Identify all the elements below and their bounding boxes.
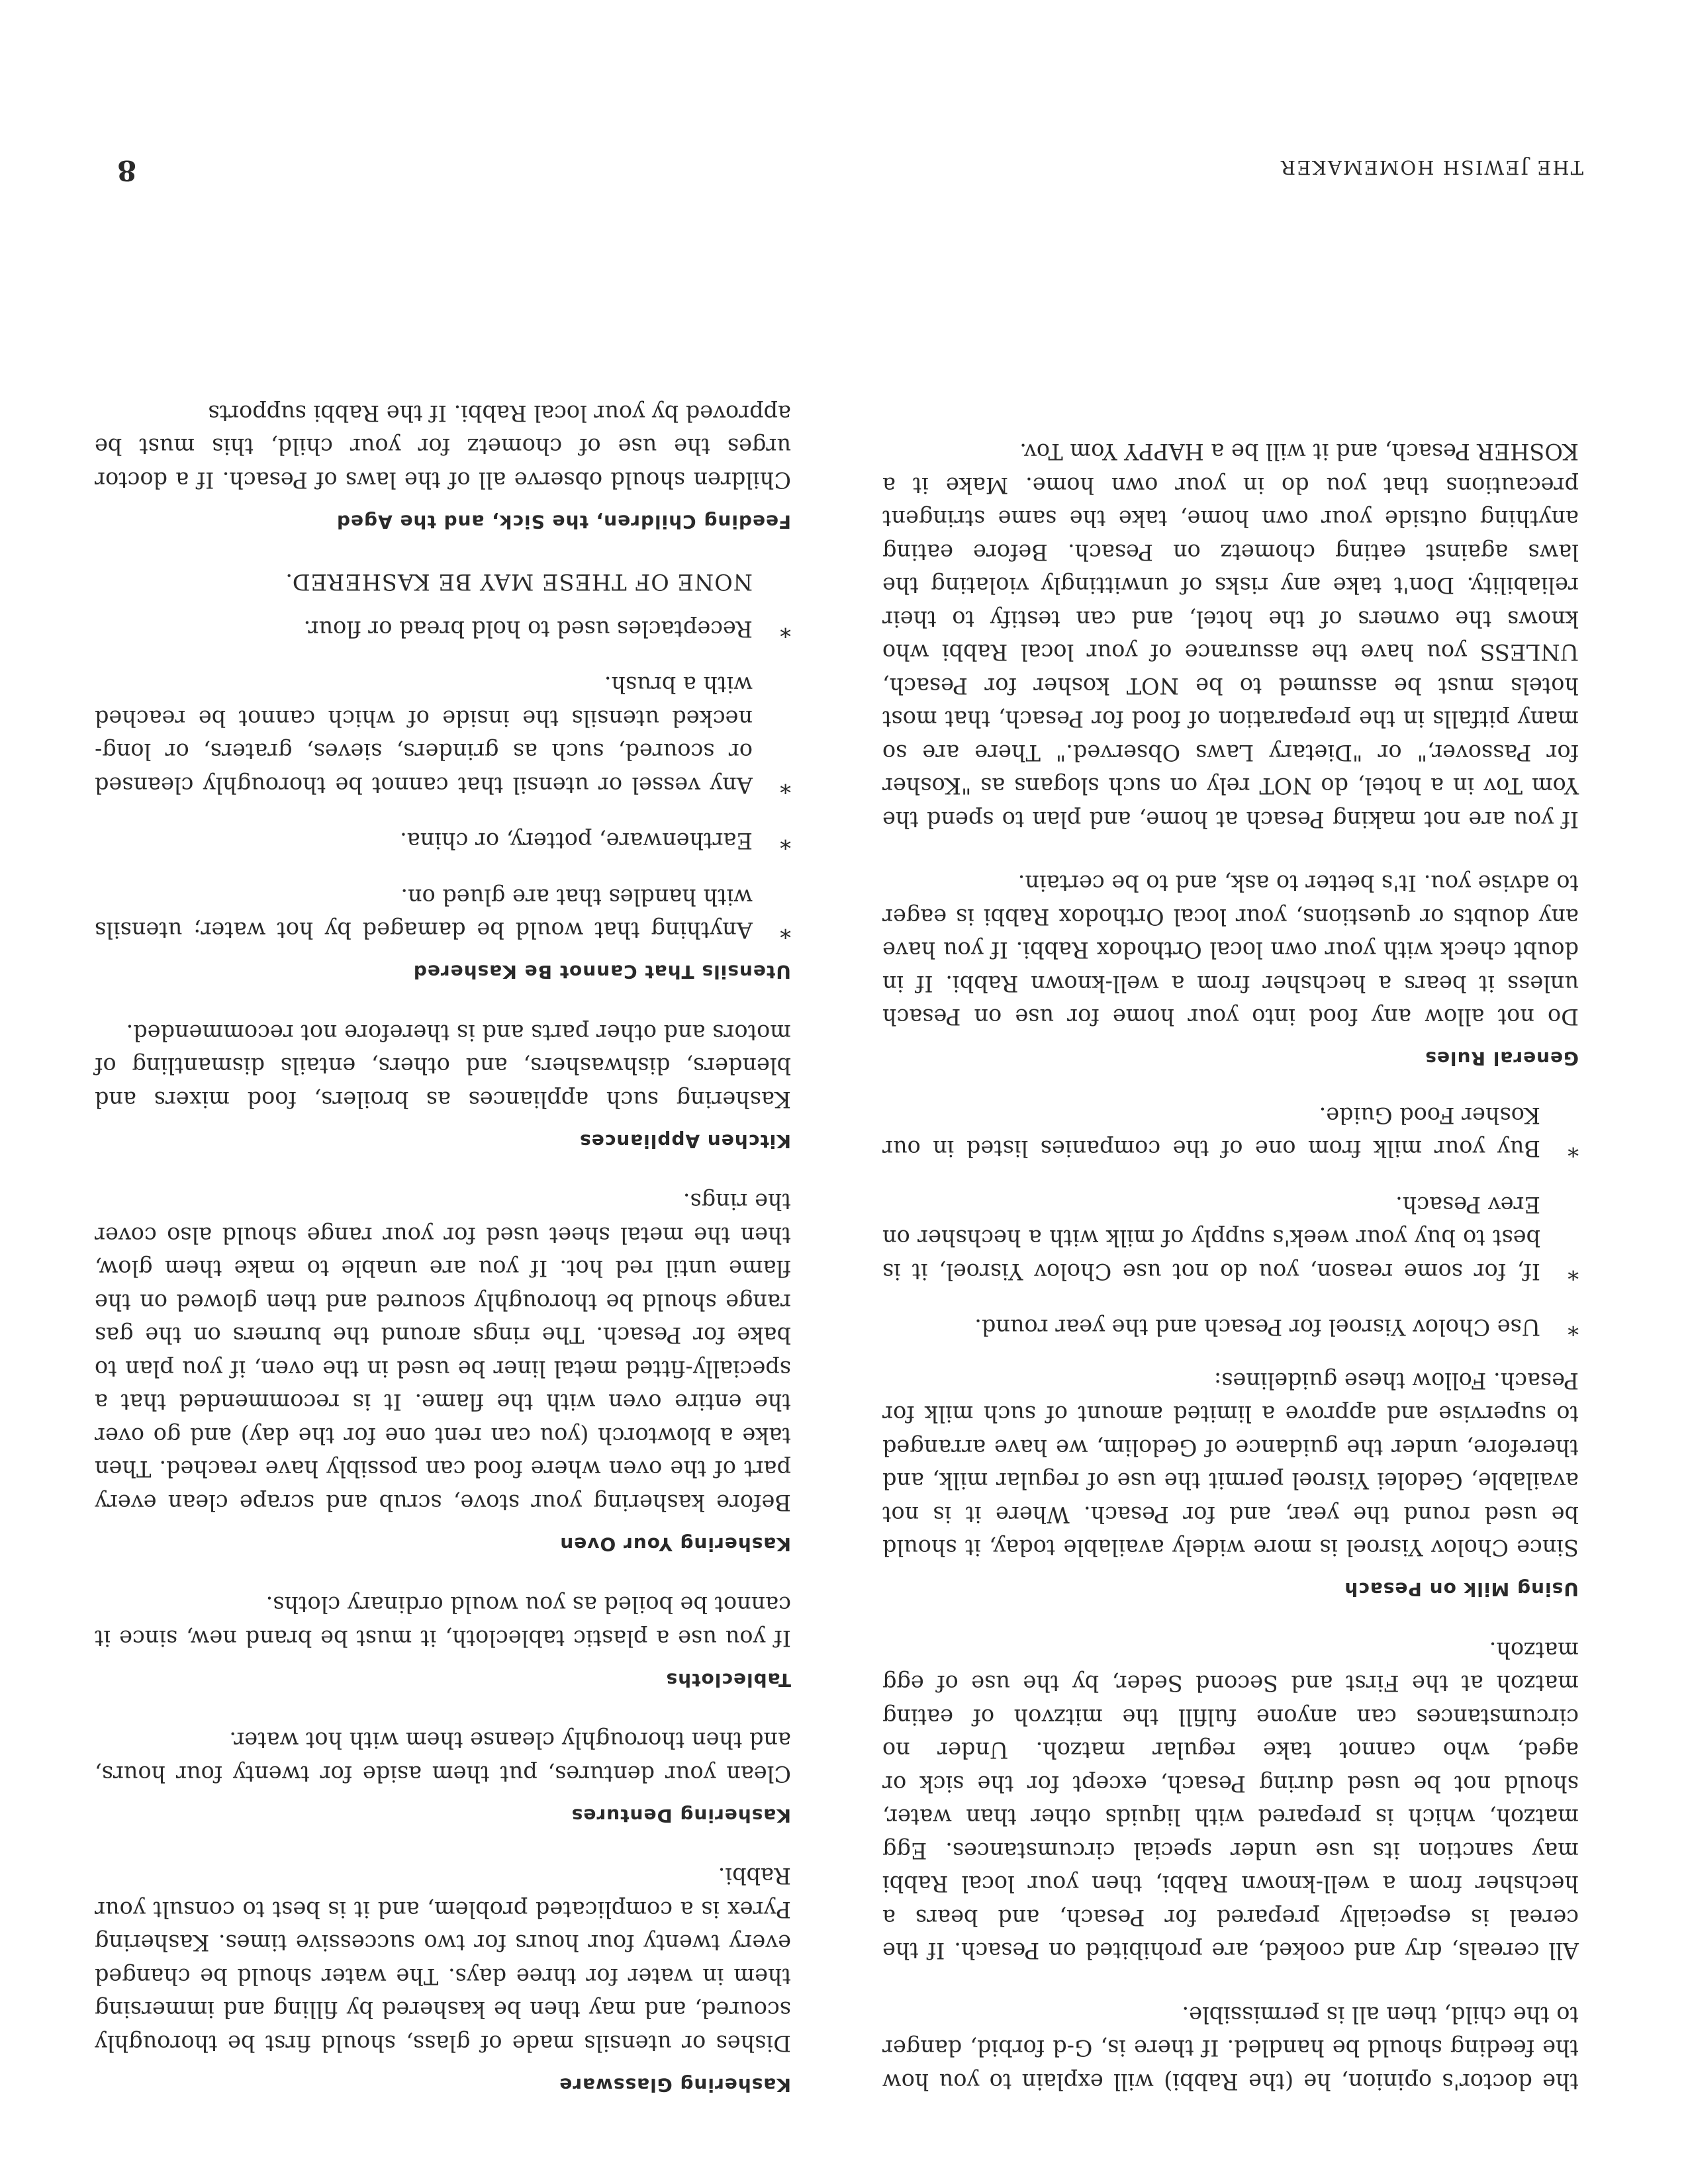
paragraph: Clean your dentures, put them aside for twenty four hours, and then thoroughly cleanse them with hot water. (95, 1727, 791, 1787)
paragraph: the doctor's opinion, he (the Rabbi) will explain to you how the feeding should be handled. If there is, G-d forbid, danger to the child, then all is permissible. (882, 2002, 1579, 2095)
paragraph: Before kashering your stove, scrub and scrape clean every part of the oven where food can possibly have reached. Then take a blowtorch (you can rent one for the day) and go over the entire oven with the flame. It is recommended that a specially-fitted metal liner be used in the oven, if you plan to bake for Pesach. The rings around the burners on the gas range should be thoroughly scoured and then glowed on the flame until red hot. If you are unable to make them glow, then the metal sheet used for your range should also cover the rings. (95, 1189, 791, 1516)
list-item: * Use Cholov Yisroel for Pesach and the year round. (882, 1310, 1579, 1344)
paragraph: Since Cholov Yisroel is more widely available today, it should be used round the year, and for Pesach. Where it is not available, Gedolei Yisroel permit the use of regular milk, and therefore, under the guidance of Gedolim, we have arranged to supervise and approve a limited amount of such milk for Pesach. Follow these guidelines: (882, 1368, 1579, 1561)
section-heading-general: General Rules (1425, 1048, 1579, 1070)
section-heading-tablecloths: Tablecloths (665, 1669, 791, 1691)
section-heading-dentures: Kashering Dentures (571, 1805, 791, 1827)
cannot-kasher-bullet-list (95, 612, 791, 947)
section-heading-glassware: Kashering Glassware (559, 2074, 791, 2096)
asterisk-bullet: * (780, 616, 791, 642)
list-item: * Any vessel or utensil that cannot be thoroughly cleansed or scoured, such as grinders, sieves, graters, or long-necked utensils the inside of which cannot be reached with a brush. (95, 668, 791, 801)
right-column (95, 366, 791, 2099)
paragraph: All cereals, dry and cooked, are prohibited on Pesach. If the cereal is especially prepared for Pesach, and bears a hechsher from a well-known Rabbi, then your local Rabbi may sanction its use under special circumstances. Egg matzoh, which is prepared with liquids other than water, should not be used during Pesach, except for the sick or aged, who cannot take regular matzoh. Under no circumstances can anyone fulfill the mitzvoh of eating matzoh at the First and Second Seder, by the use of egg matzoh. (882, 1637, 1579, 1964)
list-item: * If, for some reason, you do not use Cholov Yisroel, it is best to buy your week's supply of milk with a hechsher on Erev Pesach. (882, 1188, 1579, 1289)
section-heading-oven: Kashering Your Oven (559, 1533, 791, 1555)
paragraph: If you use a plastic tablecloth, it must be brand new, since it cannot be boiled as you would ordinary cloths. (95, 1592, 791, 1651)
paragraph: Kashering such appliances as broilers, food mixers and blenders, dishwashers, and others, entails dismantling of motors and other parts and is therefore not recommended. (95, 1020, 791, 1113)
asterisk-bullet: * (1568, 1136, 1579, 1162)
left-column (882, 404, 1579, 2098)
paragraph: Children should observe all of the laws of Pesach. If a doctor urges the use of chometz for your child, this must be approved by your local Rabbi. If the Rabbi supports (95, 400, 791, 493)
running-head-title: THE JEWISH HOMEMAKER (1280, 156, 1583, 179)
asterisk-bullet: * (780, 772, 791, 798)
asterisk-bullet: * (1568, 1259, 1579, 1285)
list-item: * Anything that would be damaged by hot water; utensils with handles that are glued on. (95, 880, 791, 947)
section-heading-appliances: Kitchen Appliances (579, 1130, 791, 1152)
list-item: * Earthenware, pottery, or china. (95, 824, 791, 858)
list-item: * Buy your milk from one of the companies listed in our Kosher Food Guide. (882, 1099, 1579, 1165)
asterisk-bullet: * (1568, 1314, 1579, 1341)
asterisk-bullet: * (780, 917, 791, 944)
paragraph: Do not allow any food into your home for use on Pesach unless it bears a hechsher from a well-known Rabbi. If in doubt check with your own local Orthodox Rabbi. If you have any doubts or questions, your local Orthodox Rabbi is eager to advise you. It's better to ask, and to be certain. (882, 870, 1579, 1030)
asterisk-bullet: * (780, 828, 791, 854)
page-number: 8 (116, 154, 137, 187)
section-heading-feeding: Feeding Children, the Sick, and the Aged (336, 511, 791, 533)
milk-bullet-list (882, 1099, 1579, 1344)
section-heading-cannot-kasher: Utensils That Cannot Be Kashered (412, 961, 791, 983)
list-item: * Receptacles used to hold bread or flour. (95, 612, 791, 646)
kasher-warning-note: NONE OF THESE MAY BE KASHERED. (285, 569, 753, 596)
section-heading-milk: Using Milk on Pesach (1344, 1578, 1579, 1601)
paragraph: Dishes or utensils made of glass, should first be thoroughly scoured, and may then be kashered by filling and immersing them in water for three days. The water should be changed every twenty four hours for two successive times. Kashering Pyrex is a complicated problem, and it is best to consult your Rabbi. (95, 1863, 791, 2056)
paragraph: If you are not making Pesach at home, and plan to spend the Yom Tov in a hotel, do NOT rely on such slogans as "Kosher for Passover," or "Dietary Laws Observed." There are so many pitfalls in the preparation of food for Pesach, that most hotels must be assumed to be NOT kosher for Pesach, UNLESS you have the assurance of your local Rabbi who knows the owners of the hotel, and can testify to their reliability. Don't take any risks of unwittingly violating the laws against eating chometz on Pesach. Before eating anything outside your own home, take the same stringent precautions that you do in your own home. Make it a KOSHER Pesach, and it will be a HAPPY Yom Tov. (882, 439, 1579, 833)
